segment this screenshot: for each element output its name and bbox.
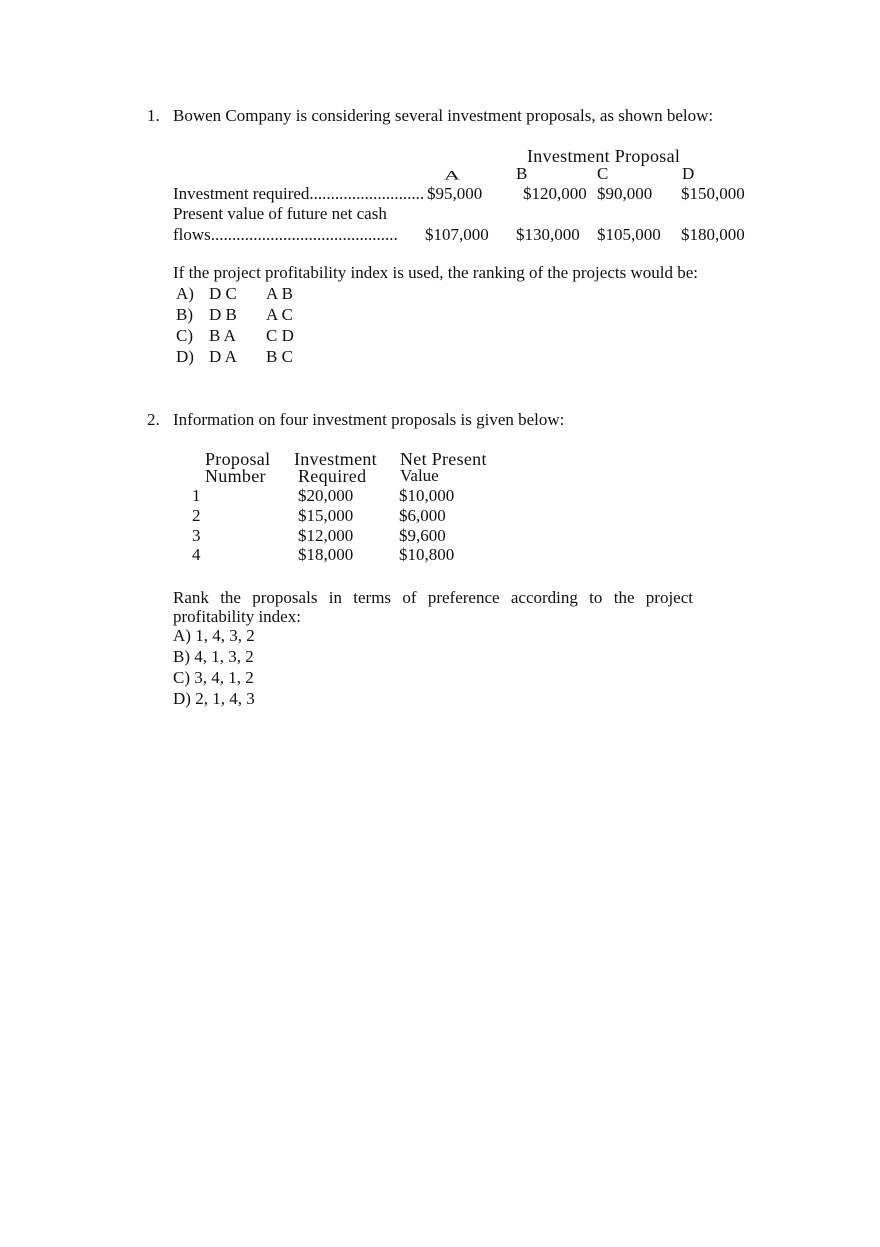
q2-row-4-investment: $18,000 [298, 545, 354, 564]
q2-row-1-npv: $10,000 [399, 486, 455, 505]
q2-question: Rank the proposals in terms of preference according to the project profitability index: [173, 588, 693, 626]
q2-header-investment-line1: Investment [294, 449, 377, 469]
q1-row-pv-b: $130,000 [516, 225, 580, 244]
q1-number: 1. [147, 106, 160, 125]
q1-option-c-letter: C) [176, 326, 193, 345]
q2-text: Information on four investment proposals is given below: [173, 410, 565, 429]
q2-option-b: B) 4, 1, 3, 2 [173, 647, 254, 666]
q2-row-2-investment: $15,000 [298, 506, 354, 525]
q2-option-a: A) 1, 4, 3, 2 [173, 626, 255, 645]
q1-option-a-first: D C [209, 284, 237, 303]
q1-option-d-second: B C [266, 347, 293, 366]
q2-row-3-investment: $12,000 [298, 526, 354, 545]
q2-header-proposal-line2: Number [205, 466, 266, 486]
q2-row-1-number: 1 [192, 486, 201, 505]
q1-option-c-first: B A [209, 326, 236, 345]
q1-option-a-letter: A) [176, 284, 194, 303]
q1-row-pv-label: flows............................................ [173, 225, 398, 244]
q2-row-4-npv: $10,800 [399, 545, 455, 564]
q1-row-pv-label-line1: Present value of future net cash [173, 204, 387, 223]
q2-option-d: D) 2, 1, 4, 3 [173, 689, 255, 708]
q2-option-c: C) 3, 4, 1, 2 [173, 668, 254, 687]
q1-col-header-b: B [516, 164, 528, 183]
q2-row-2-number: 2 [192, 506, 201, 525]
q1-option-b-first: D B [209, 305, 237, 324]
q2-header-proposal-line1: Proposal [205, 449, 271, 469]
q1-col-header-c: C [597, 164, 609, 183]
q1-question: If the project profitability index is used, the ranking of the projects would be: [173, 263, 698, 282]
q1-text: Bowen Company is considering several investment proposals, as shown below: [173, 106, 714, 125]
q1-row-investment-b: $120,000 [523, 184, 587, 203]
q1-col-header-a: A [444, 168, 460, 183]
q1-option-d-letter: D) [176, 347, 194, 366]
q1-option-b-second: A C [266, 305, 293, 324]
q1-row-investment-c: $90,000 [597, 184, 653, 203]
q1-option-b-letter: B) [176, 305, 193, 324]
q1-row-pv-a: $107,000 [425, 225, 489, 244]
q1-row-pv-d: $180,000 [681, 225, 745, 244]
q2-header-npv-line1: Net Present [400, 449, 487, 469]
q2-header-investment-line2: Required [298, 466, 367, 486]
q1-row-investment-label: Investment required........................... [173, 184, 425, 203]
q2-row-1-investment: $20,000 [298, 486, 354, 505]
q1-row-pv-c: $105,000 [597, 225, 661, 244]
q1-row-investment-a: $95,000 [427, 184, 483, 203]
q2-header-npv-line2: Value [400, 466, 439, 485]
q1-option-d-first: D A [209, 347, 237, 366]
q1-option-c-second: C D [266, 326, 294, 345]
q1-option-a-second: A B [266, 284, 293, 303]
q2-row-3-number: 3 [192, 526, 201, 545]
q1-group-header: Investment Proposal [527, 146, 681, 166]
q2-row-3-npv: $9,600 [399, 526, 446, 545]
q1-row-investment-d: $150,000 [681, 184, 745, 203]
q1-col-header-d: D [682, 164, 695, 183]
q2-row-4-number: 4 [192, 545, 201, 564]
q2-row-2-npv: $6,000 [399, 506, 446, 525]
q2-number: 2. [147, 410, 160, 429]
